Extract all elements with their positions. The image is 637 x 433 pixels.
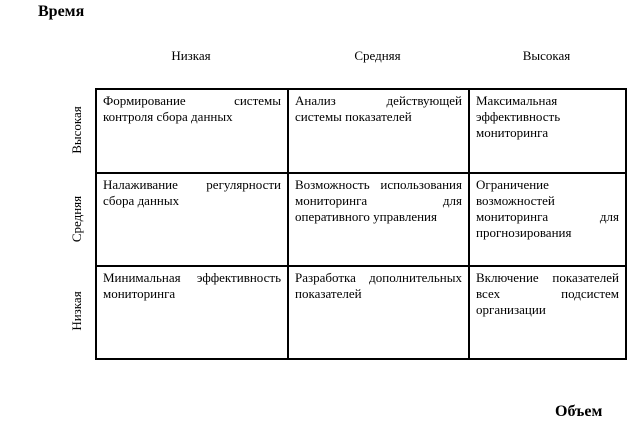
row-header-high: Высокая (69, 106, 84, 154)
table-row (96, 89, 626, 173)
y-axis-title: Время (38, 3, 85, 20)
column-header-medium: Средняя (354, 48, 401, 63)
table-cell: Формирование системы контроля сбора данных (96, 89, 288, 173)
row-header-medium: Средняя (69, 195, 84, 243)
column-header-low: Низкая (171, 48, 211, 63)
table-cell: Налаживание регулярности сбора данных (96, 173, 288, 266)
table-cell: Минимальная эффективность мониторинга (96, 266, 288, 359)
x-axis-title: Объем (555, 403, 603, 420)
table-row (96, 266, 626, 359)
table-cell: Максимальная эффективность мониторинга (469, 89, 626, 173)
column-header-high: Высокая (522, 48, 571, 63)
matrix-table (95, 88, 627, 360)
table-cell: Разработка дополнительных показателей (288, 266, 469, 359)
table-cell: Включение показателей всех подсистем организации (469, 266, 626, 359)
table-cell: Возможность использования мониторинга для оперативного управления (288, 173, 469, 266)
table-cell: Анализ действующей системы показателей (288, 89, 469, 173)
table-cell: Ограничение возможностей мониторинга для прогнозирования (469, 173, 626, 266)
row-header-low: Низкая (69, 291, 84, 331)
table-row (96, 173, 626, 266)
